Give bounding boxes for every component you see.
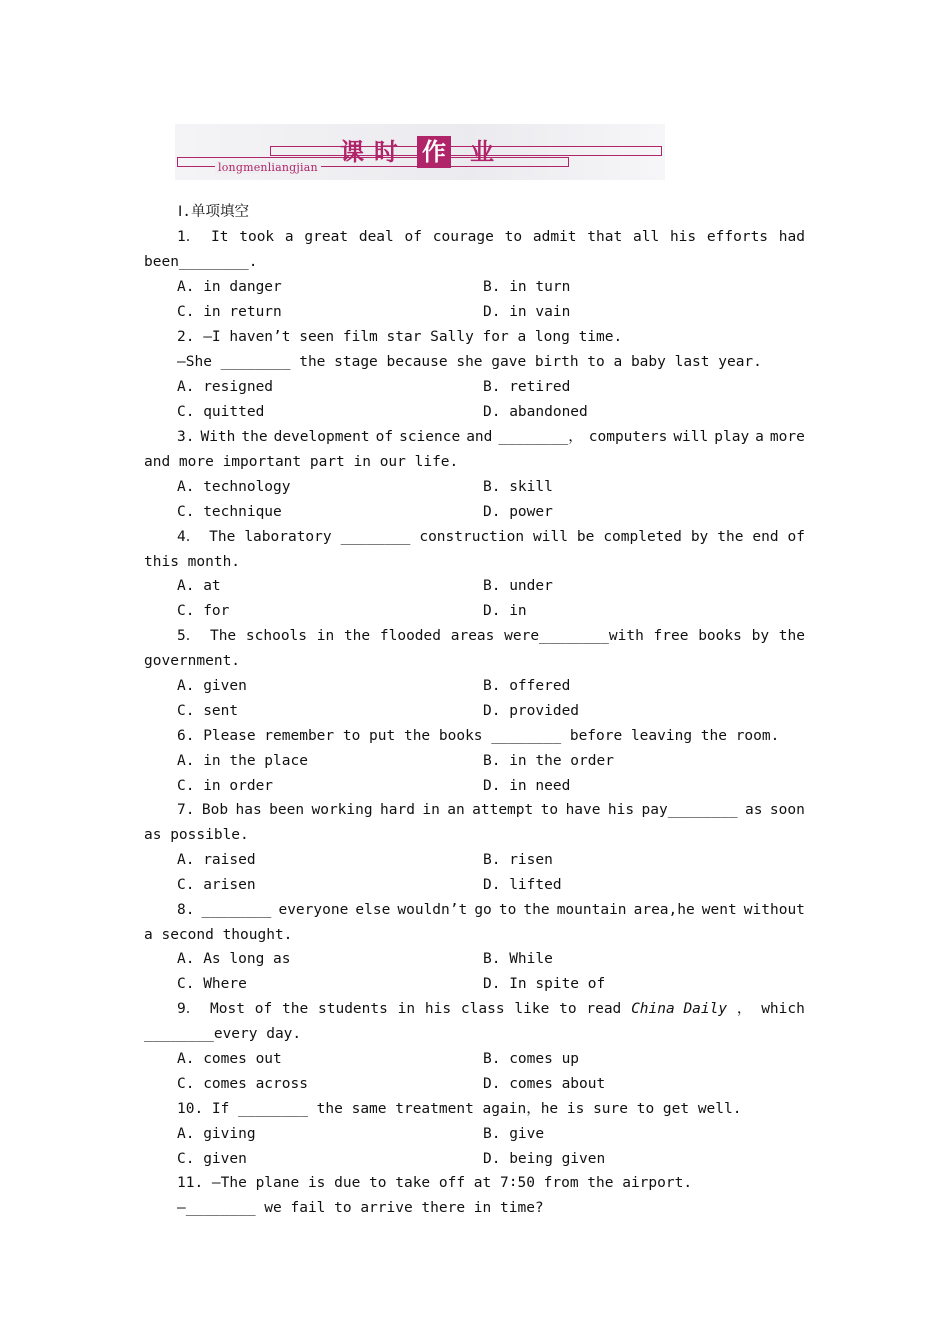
question-9-option-c[interactable]: C. comes across [177,1076,308,1092]
question-5-option-b[interactable]: B. offered [483,678,571,694]
question-10-option-a[interactable]: A. giving [177,1126,256,1142]
question-3-option-c[interactable]: C. technique [177,504,282,520]
question-7-line-2: as possible. [144,827,249,843]
question-10-option-c[interactable]: C. given [177,1151,247,1167]
question-4-option-c[interactable]: C. for [177,603,230,619]
banner-char-1: 课 [340,138,364,166]
question-11-line-2: —________ we fail to arrive there in time? [177,1200,544,1216]
question-6-option-a[interactable]: A. in the place [177,753,308,769]
question-4-line-1: 4． The laboratory ________ construction will be completed by the end of [177,529,805,545]
question-6-option-b[interactable]: B. in the order [483,753,614,769]
question-5-option-a[interactable]: A. given [177,678,247,694]
question-1-line-2: been________. [144,254,258,270]
question-4-option-d[interactable]: D. in [483,603,527,619]
question-4-option-b[interactable]: B. under [483,578,553,594]
question-5-line-1: 5． The schools in the flooded areas were________with free books by the [177,628,805,644]
question-8-option-a[interactable]: A. As long as [177,951,291,967]
question-9-option-b[interactable]: B. comes up [483,1051,580,1067]
section-title: Ⅰ.单项填空 [178,204,250,220]
question-7-option-a[interactable]: A. raised [177,852,256,868]
question-10-option-d[interactable]: D. being given [483,1151,606,1167]
question-4-option-a[interactable]: A. at [177,578,221,594]
question-3-line-1: 3. With the development of science and ________， computers will play a more [177,429,805,445]
question-7-option-c[interactable]: C. arisen [177,877,256,893]
question-10-line-1: 10. If ________ the same treatment again，he is sure to get well. [177,1101,742,1117]
question-9-line-2: ________every day. [144,1026,302,1042]
question-2-option-c[interactable]: C. quitted [177,404,265,420]
question-3-option-b[interactable]: B. skill [483,479,553,495]
question-2-option-b[interactable]: B. retired [483,379,571,395]
question-8-option-b[interactable]: B. While [483,951,553,967]
banner-char-4: 业 [470,138,494,166]
question-2-option-a[interactable]: A. resigned [177,379,274,395]
question-1-option-d[interactable]: D. in vain [483,304,571,320]
question-5-line-2: government. [144,653,241,669]
question-5-option-c[interactable]: C. sent [177,703,239,719]
question-2-line-2: —She ________ the stage because she gave birth to a baby last year. [177,354,762,370]
banner-char-3: 作 [417,136,451,168]
banner-char-2: 时 [374,138,398,166]
question-3-option-a[interactable]: A. technology [177,479,291,495]
question-9-option-a[interactable]: A. comes out [177,1051,282,1067]
question-7-option-b[interactable]: B. risen [483,852,553,868]
question-7-option-d[interactable]: D. lifted [483,877,562,893]
question-8-option-c[interactable]: C. Where [177,976,247,992]
question-6-option-d[interactable]: D. in need [483,778,571,794]
newspaper-title: China Daily [631,1001,728,1017]
question-3-option-d[interactable]: D. power [483,504,553,520]
question-1-option-c[interactable]: C. in return [177,304,282,320]
question-7-line-1: 7. Bob has been working hard in an attempt to have his pay________ as soon [177,802,805,818]
question-11-line-1: 11. —The plane is due to take off at 7∶50 from the airport. [177,1175,693,1191]
question-1-option-b[interactable]: B. in turn [483,279,571,295]
question-6-option-c[interactable]: C. in order [177,778,274,794]
question-9-line-1: 9． Most of the students in his class like to read China Daily ， which [177,1001,805,1017]
question-3-line-2: and more important part in our life. [144,454,459,470]
question-8-line-2: a second thought. [144,927,293,943]
question-6-line-1: 6. Please remember to put the books ________ before leaving the room. [177,728,780,744]
banner-subtitle: longmenliangjian [215,161,321,174]
question-1-option-a[interactable]: A. in danger [177,279,282,295]
question-8-line-1: 8. ________ everyone else wouldn’t go to the mountain area,he went without [177,902,805,918]
question-10-option-b[interactable]: B. give [483,1126,545,1142]
lesson-banner [175,124,665,180]
question-2-option-d[interactable]: D. abandoned [483,404,588,420]
question-9-option-d[interactable]: D. comes about [483,1076,606,1092]
question-1-line-1: 1． It took a great deal of courage to admit that all his efforts had [177,229,805,245]
question-2-line-1: 2. —I haven’t seen film star Sally for a long time. [177,329,623,345]
question-5-option-d[interactable]: D. provided [483,703,580,719]
question-8-option-d[interactable]: D. In spite of [483,976,606,992]
question-4-line-2: this month. [144,554,241,570]
